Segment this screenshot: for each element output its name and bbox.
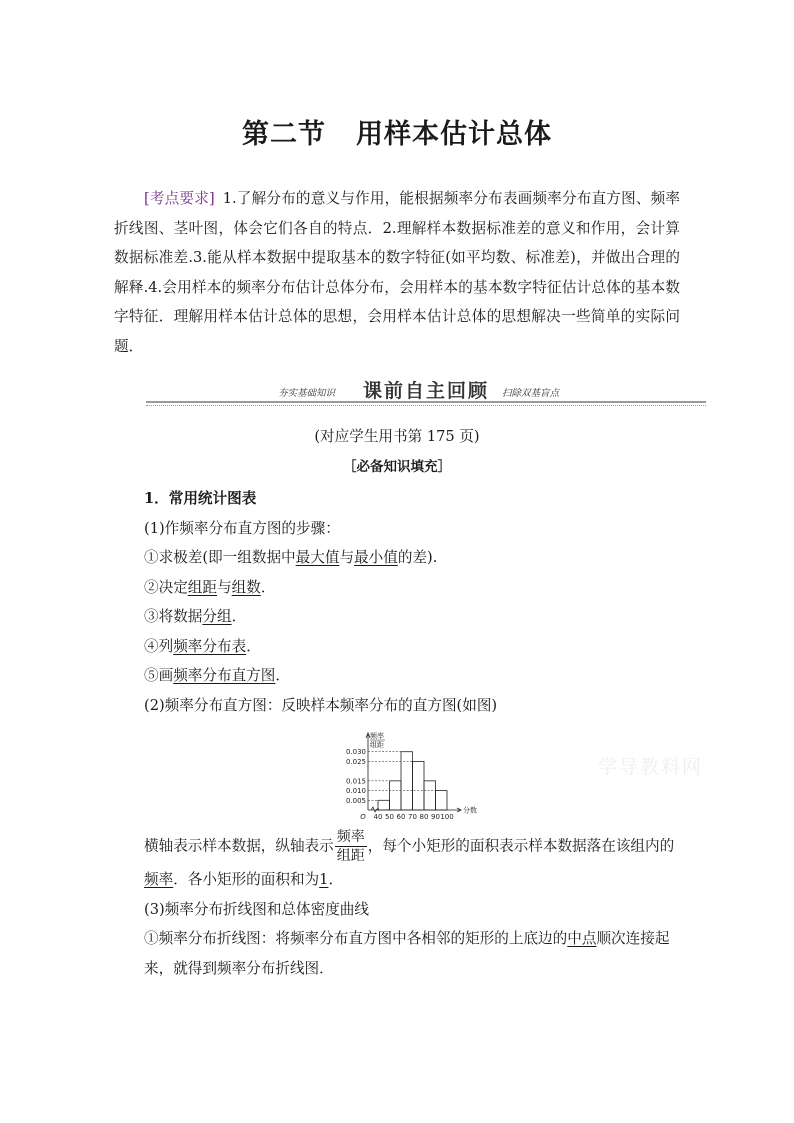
page-title (0, 112, 794, 151)
watermark: 学导教料网 (598, 756, 704, 778)
banner-right-text: 扫除双基盲点 (502, 388, 560, 399)
banner-rule-dotted (146, 405, 706, 406)
desc-paragraph-3: ①频率分布折线图：将频率分布直方图中各相邻的矩形的上底边的中点顺次连接起来，就得到频率分布折线图． (144, 930, 670, 977)
requirements-text: 1.了解分布的意义与作用，能根据频率分布表画频率分布直方图、频率折线图、茎叶图，体会它们各自的特点．2.理解样本数据标准差的意义和作用，会计算数据标准差.3.能从样本数据中提取基本的数字特征(如平均数、标准差)，并做出合理的解释.4.会用样本的频率分布估计总体分布，会用样本的基本数字特征估计总体的基本数字特征．理解用样本估计总体的思想，会用样本估计总体的思想解决一些简单的实际问题． (114, 190, 681, 355)
y-tick-label: 0.005 (345, 796, 366, 805)
x-tick-label: 80 (419, 813, 429, 821)
section-heading: ［必备知识填充］ (343, 459, 451, 475)
blank-answer: 频率分布直方图 (173, 667, 276, 684)
blank-answer: 1 (319, 871, 329, 888)
item-heading: 1．常用统计图表 (144, 490, 257, 507)
x-tick-label: 60 (396, 813, 406, 821)
desc-paragraph-2: (3)频率分布折线图和总体密度曲线 (144, 900, 369, 918)
histogram-title: (2)频率分布直方图：反映样本频率分布的直方图(如图) (144, 696, 498, 714)
title-section-number: 第二节 (242, 119, 326, 150)
blank-answer: 最大值 (295, 549, 340, 566)
x-tick-label: 50 (385, 813, 394, 821)
y-tick-label: 0.030 (345, 748, 366, 757)
exam-requirements (114, 184, 680, 361)
blank-answer: 组数 (231, 578, 261, 596)
x-tick-label: 90 (431, 813, 440, 821)
section-banner (146, 376, 706, 410)
y-tick-label: 0.025 (345, 757, 366, 766)
requirements-tag: [考点要求] (144, 190, 215, 207)
histogram-bar (436, 791, 448, 810)
blank-answer: 中点 (567, 930, 597, 947)
step-2: ②决定组距与组数． (144, 578, 276, 596)
banner-left-text: 夯实基础知识 (278, 388, 336, 399)
blank-answer: 组距 (187, 578, 217, 596)
histogram-bar (424, 781, 436, 810)
frequency-histogram (330, 728, 480, 826)
step-3: ③将数据分组． (144, 608, 247, 625)
blank-answer: 分组 (202, 608, 232, 625)
x-tick-label: 40 (373, 813, 383, 821)
step-4: ④列频率分布表． (144, 637, 261, 655)
origin-label: O (360, 813, 366, 821)
histogram-description (114, 828, 680, 983)
steps-title: (1)作频率分布直方图的步骤： (144, 519, 340, 537)
fraction: $\frac{\text{频率}}{\text{组距}}$ (336, 829, 365, 864)
blank-answer: 频率 (144, 871, 174, 888)
desc-paragraph-1: 横轴表示样本数据，纵轴表示 $\frac{\text{频率}}{\text{组距}}$ ，每个小矩形的面积表示样本数据落在该组内的频率．各小矩形的面积和为1． (144, 829, 675, 888)
histogram-bar (413, 761, 425, 810)
histogram-bar (378, 800, 390, 810)
y-tick-label: 0.010 (345, 787, 366, 796)
x-tick-label: 100 (440, 813, 454, 821)
book-page-reference: (对应学生用书第 175 页) (314, 428, 480, 445)
histogram-bar (390, 781, 402, 810)
blank-answer: 频率分布表 (173, 637, 247, 655)
y-axis-label-bottom: 组距 (370, 741, 384, 749)
title-section-name: 用样本估计总体 (356, 119, 552, 150)
banner-title: 课前自主回顾 (362, 380, 489, 402)
step-5: ⑤画频率分布直方图． (144, 667, 290, 684)
x-axis-label: 分数 (463, 806, 477, 815)
histogram-bar (401, 752, 413, 810)
step-1: ①求极差(即一组数据中最大值与最小值的差). (144, 549, 438, 566)
content-body (114, 484, 680, 720)
y-tick-label: 0.015 (345, 777, 366, 786)
y-axis-label-top: 频率 (370, 732, 384, 740)
blank-answer: 最小值 (354, 549, 398, 566)
x-tick-label: 70 (408, 813, 417, 821)
